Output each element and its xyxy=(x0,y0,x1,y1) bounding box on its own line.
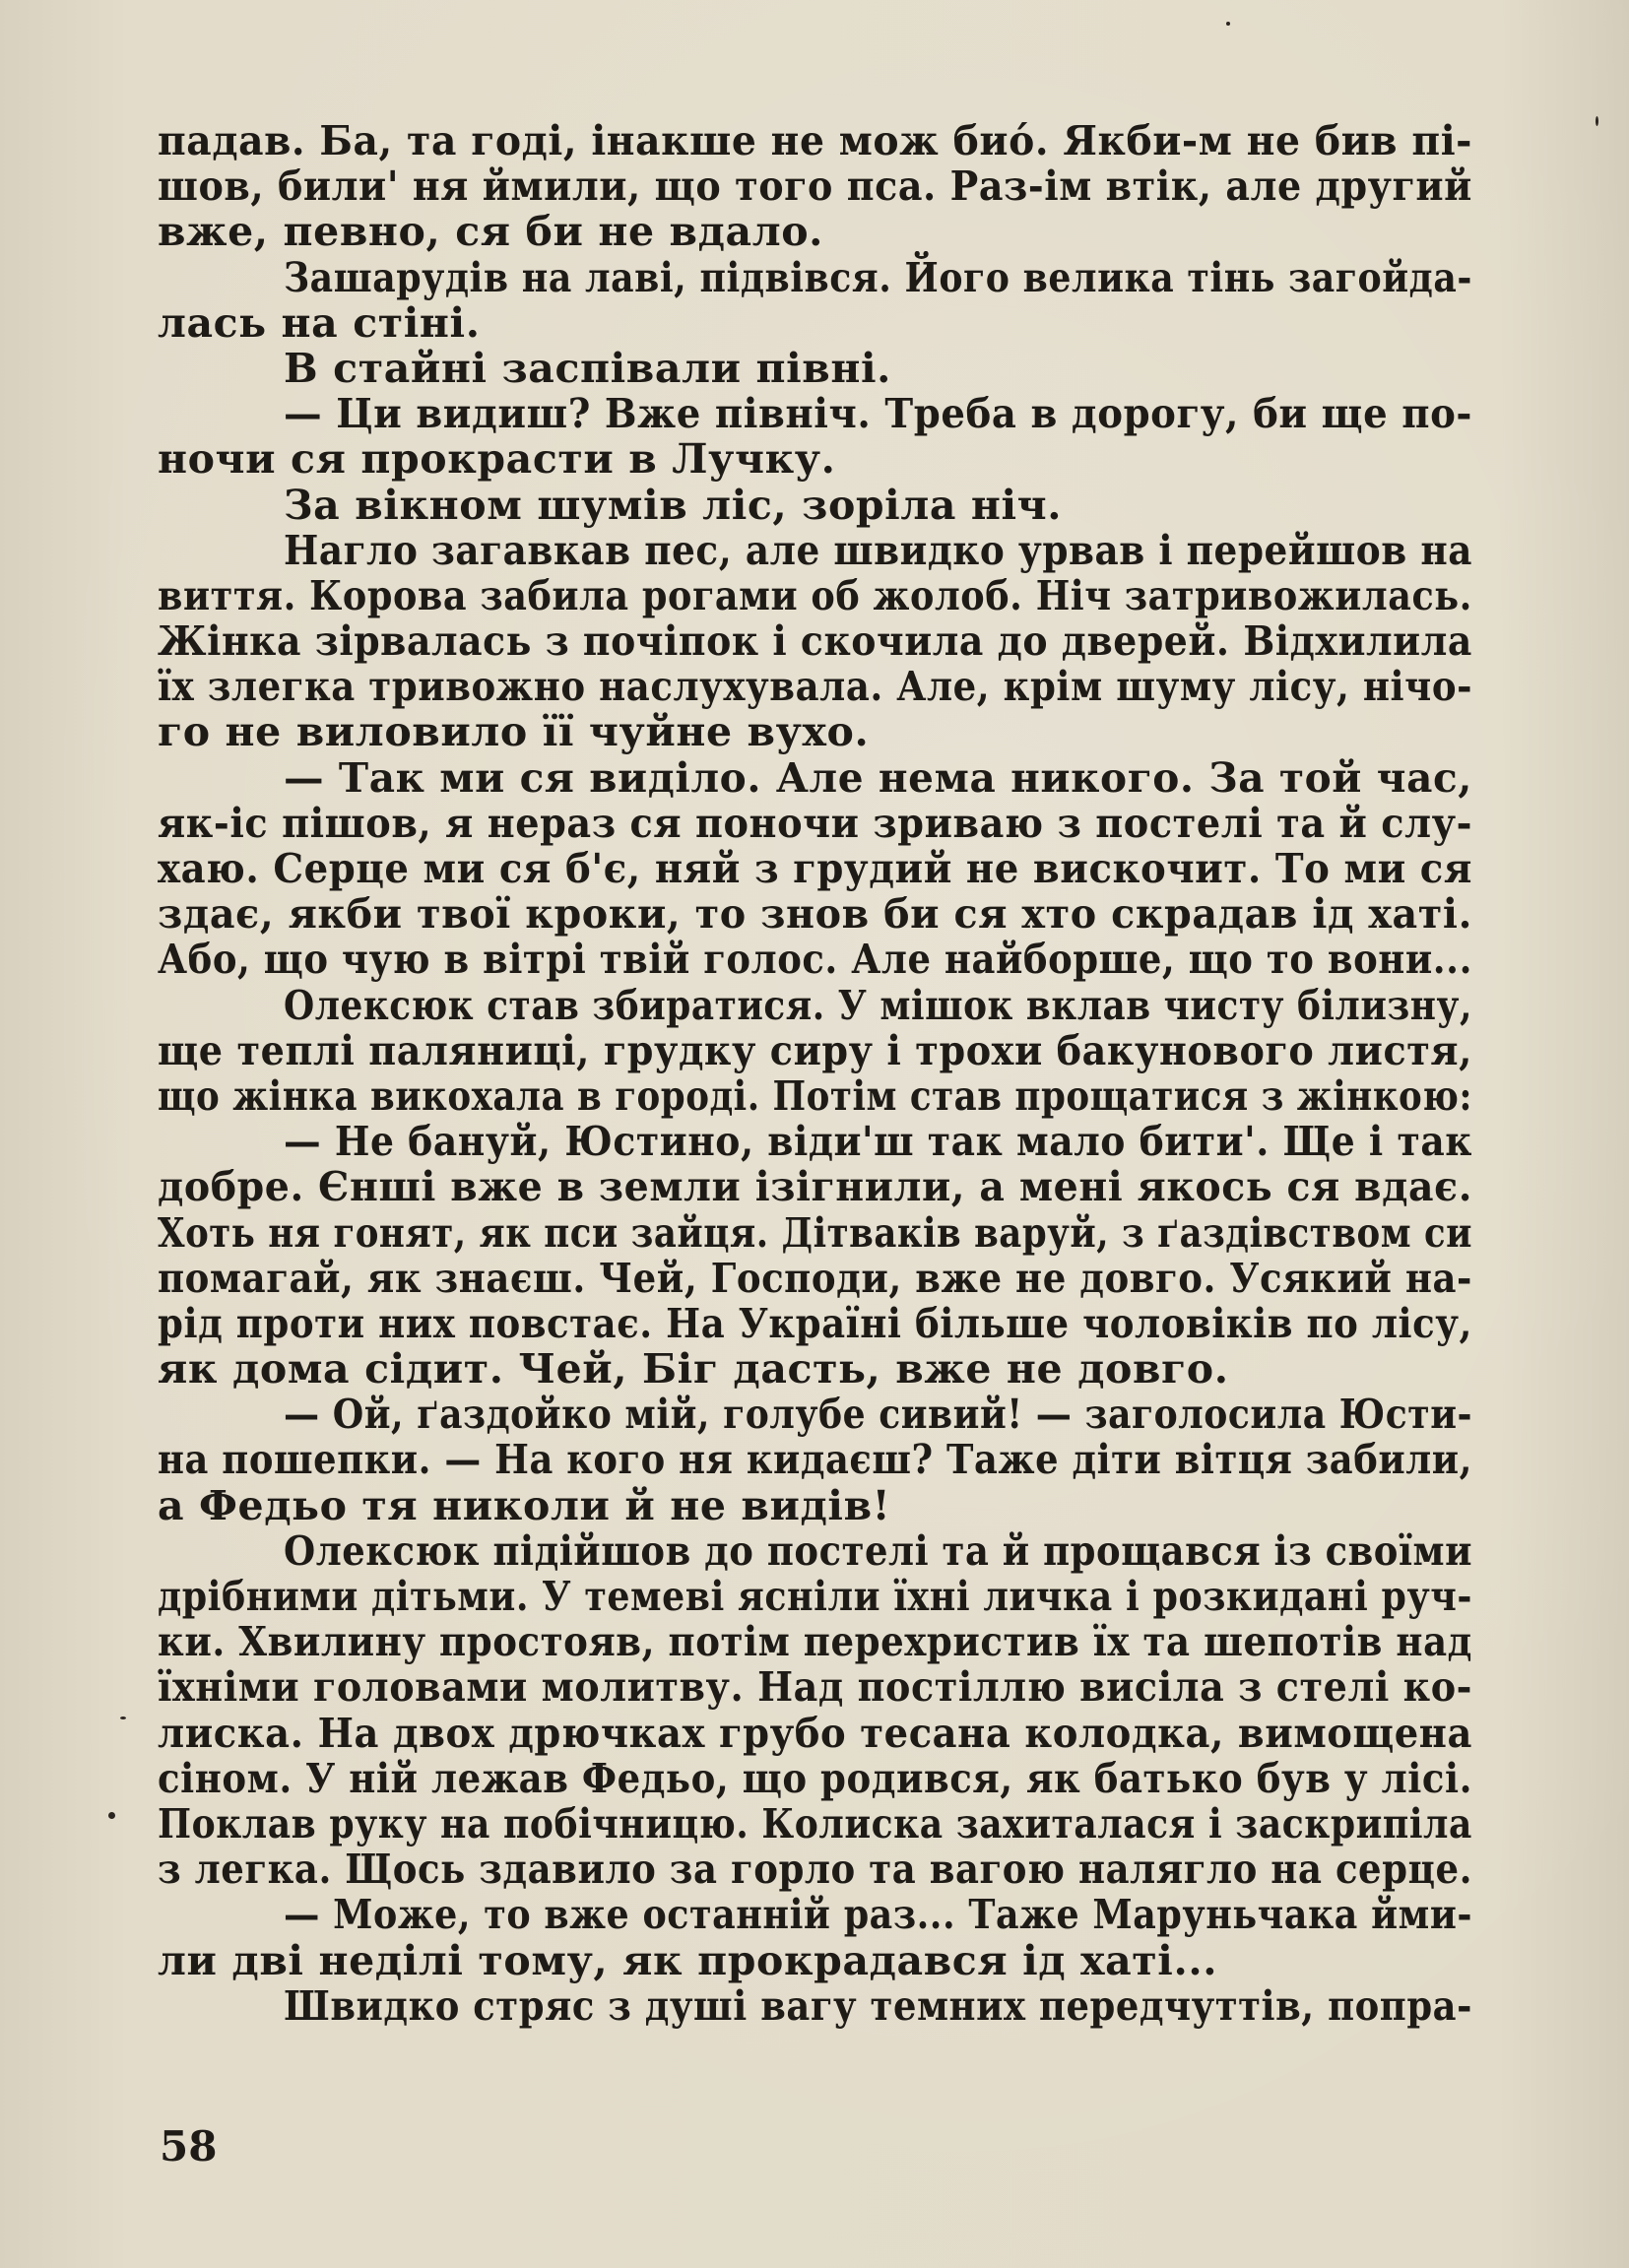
text-line: Олексюк підійшов до постелі та й прощався із своїми xyxy=(284,1526,1473,1575)
body-text xyxy=(158,118,1605,2029)
text-line: як дома сідит. Чей, Біг дасть, вже не довго. xyxy=(158,1345,1229,1393)
text-line: їхніми головами молитву. Над постіллю висіла з стелі ко- xyxy=(158,1663,1473,1712)
text-line: виття. Корова забила рогами об жолоб. Ніч затривожилась. xyxy=(158,571,1472,619)
text-line: помагай, як знаєш. Чей, Господи, вже не довго. Усякий на- xyxy=(158,1254,1472,1302)
page-number: 58 xyxy=(160,2122,218,2171)
text-line: рід проти них повстає. На Україні більше чоловіків по лісу, xyxy=(158,1299,1472,1347)
text-line: — Ой, ґаздойко мій, голубе сивий! — заголосила Юсти- xyxy=(284,1391,1473,1439)
text-line: ще теплі паляниці, грудку сиру і трохи бакунового листя, xyxy=(158,1026,1472,1074)
text-line: — Ци видиш? Вже північ. Треба в дорогу, би ще по- xyxy=(284,390,1473,438)
text-line: Олексюк став збиратися. У мішок вклав чисту білизну, xyxy=(284,981,1473,1029)
text-line: За вікном шумів ліс, зоріла ніч. xyxy=(284,481,1063,529)
text-line: — Так ми ся виділо. Але нема никого. За той час, xyxy=(284,753,1473,802)
text-line: хаю. Серце ми ся б'є, няй з грудий не вискочит. То ми ся xyxy=(158,845,1472,892)
text-line: на пошепки. — На кого ня кидаєш? Таже діти вітця забили, xyxy=(158,1436,1472,1484)
text-line: лась на стіні. xyxy=(158,298,481,347)
text-line: а Федьо тя николи й не видів! xyxy=(158,1481,891,1529)
text-line: лиска. На двох дрючках грубо тесана колодка, вимощена xyxy=(158,1709,1473,1757)
print-speck xyxy=(1596,116,1598,126)
print-speck xyxy=(120,1717,126,1719)
text-line: з легка. Щось здавило за горло та вагою налягло на серце. xyxy=(158,1846,1473,1894)
text-line: що жінка викохала в городі. Потім став прощатися з жінкою: xyxy=(158,1071,1472,1120)
text-line: Нагло загавкав пес, але швидко урвав і перейшов на xyxy=(284,526,1473,574)
text-line: ночи ся прокрасти в Лучку. xyxy=(158,435,836,484)
text-line: дрібними дітьми. У темеві ясніли їхні личка і розкидані руч- xyxy=(158,1573,1472,1620)
text-line: — Не бануй, Юстино, віди'ш так мало бити'. Ще і так xyxy=(284,1118,1473,1166)
text-line: ли дві неділі тому, як прокрадався ід хаті... xyxy=(158,1936,1218,1984)
text-line: — Може, то вже останній раз... Таже Маруньчака йми- xyxy=(284,1891,1473,1939)
text-line: добре. Єнші вже в земли ізігнили, а мені якось ся вдає. xyxy=(158,1163,1473,1211)
text-line: сіном. У ній лежав Федьо, що родився, як батько був у лісі. xyxy=(158,1754,1473,1802)
text-line: Хоть ня гонят, як пси зайця. Дітваків варуй, з ґаздівством си xyxy=(158,1208,1472,1257)
text-line: здає, якби твої кроки, то знов би ся хто скрадав ід хаті. xyxy=(158,890,1472,939)
print-speck xyxy=(108,1812,115,1819)
text-line: їх злегка тривожно наслухувала. Але, крім шуму лісу, нічо- xyxy=(158,663,1473,711)
text-line: шов, били' ня ймили, що того пса. Раз-ім втік, але другий xyxy=(158,162,1472,211)
text-line: падав. Ба, та годі, інакше не мож биό. Якби-м не бив пі- xyxy=(158,117,1473,164)
text-line: як-іс пішов, я нераз ся поночи зриваю з постелі та й слу- xyxy=(158,799,1473,847)
text-line: го не виловило її чуйне вухо. xyxy=(158,708,870,756)
text-line: Жінка зірвалась з почіпок і скочила до дверей. Відхилила xyxy=(158,617,1472,666)
text-line: Зашарудів на лаві, підвівся. Його велика тінь загойда- xyxy=(284,253,1472,301)
text-line: Швидко стряс з душі вагу темних передчуттів, попра- xyxy=(284,1981,1472,2030)
text-line: вже, певно, ся би не вдало. xyxy=(158,208,824,256)
text-line: Поклав руку на побічницю. Колиска захиталася і заскрипіла xyxy=(158,1799,1472,1847)
text-line: В стайні заспівали півні. xyxy=(284,344,891,392)
print-speck xyxy=(1226,22,1230,26)
text-line: ки. Хвилину простояв, потім перехристив їх та шепотів над xyxy=(158,1618,1472,1666)
text-line: Або, що чую в вітрі твій голос. Але найборше, що то вони... xyxy=(158,936,1472,984)
